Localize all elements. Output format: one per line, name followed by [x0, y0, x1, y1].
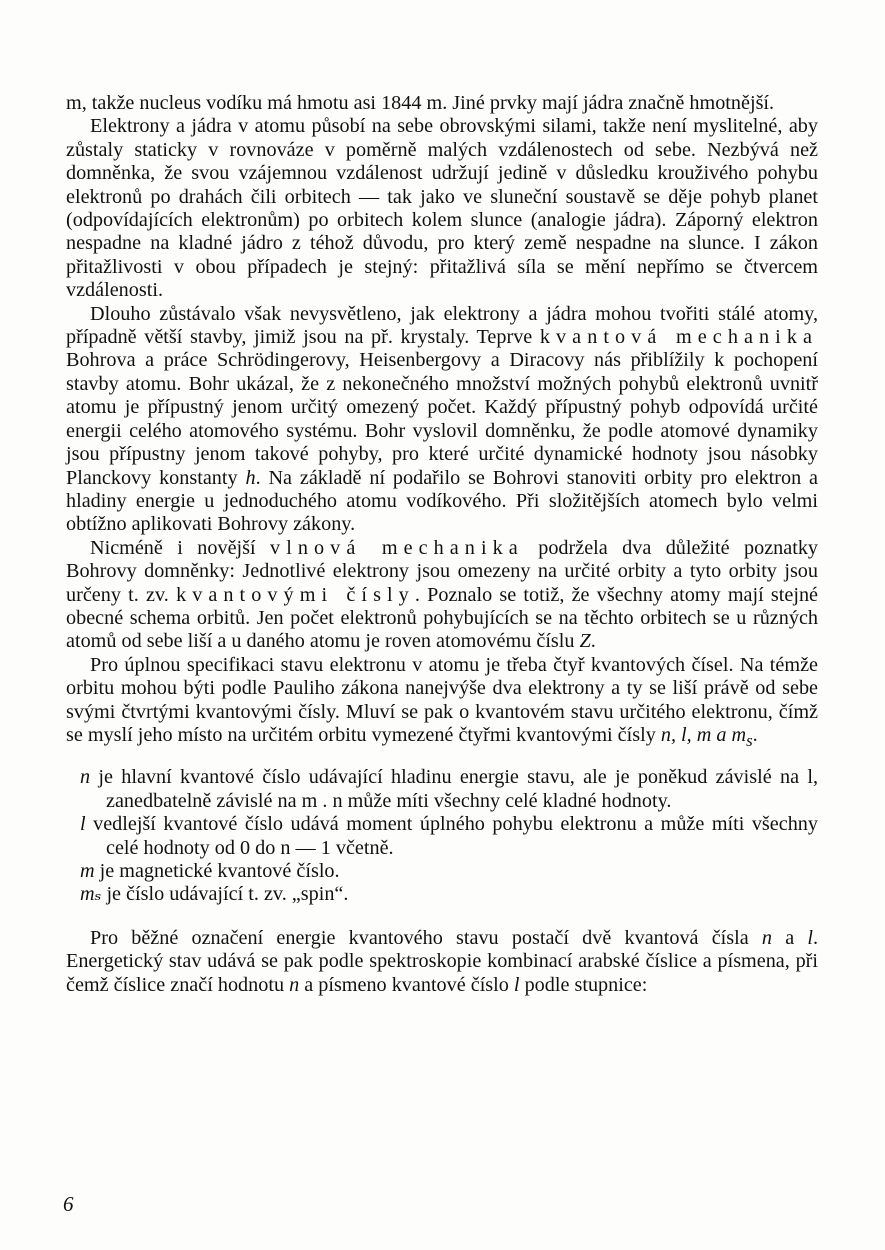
paragraph-1 [66, 115, 818, 302]
paragraph-3: Nicméně i novější vlnová mechanika podržela dva důležité poznatky Bohrovy domněnky: Jednotlivé elektrony jsou omezeny na určité orbity a tyto orbity jsou určeny t. zv. kvantovými čísly. Poznalo se totiž, že všechny atomy mají stejné obecné schema orbitů. Jen počet elektronů pohybujících se na těchto orbitech se u různých atomů od sebe liší a u daného atomu je roven atomovému číslu Z. [66, 536, 819, 653]
definition-l [66, 813, 818, 860]
symbol-n: n [761, 926, 773, 949]
definition-list [66, 766, 818, 906]
paragraph-2-text-b: Bohrova a práce Schrödingerovy, Heisenbergovy a Diracovy nás přiblížily k pochopení stavby atomu. Bohr ukázal, že z nekonečného množství možných pohybů elektronů uvnitř atomu je přípustný jenom určitý omezený počet. Každý přípustný pohyb odpovídá určité energii celého atomového systému. Bohr vyslovil domněnku, že podle atomové dynamiky jsou přípustny jenom takové pohyby, pro které určité dynamické hodnoty jsou násobky Planckovy konstanty [66, 349, 818, 489]
paragraph-2-text-a: Dlouho zůstávalo však nevysvětleno, jak elektrony a jádra mohou tvořiti stálé atomy, případně větší stavby, jimiž jsou na př. krystaly. Teprve [66, 302, 818, 349]
paragraph-3-text-a: Nicméně i novější [90, 536, 256, 559]
paragraph-5-text-d: a písmeno kvantové číslo [304, 973, 509, 996]
symbol-n: n [289, 973, 300, 996]
definition-text: je magnetické kvantové číslo. [99, 860, 340, 883]
paragraph-2-text-c: . Na základě ní podařilo se Bohrovi stanoviti orbity pro elektron a hladiny energie u jednoduchého atomu vodíkového. Při složitějších atomech bylo velmi obtížno aplikovati Bohrovy zákony. [66, 466, 818, 536]
definition-symbol: n [80, 766, 91, 789]
spaced-term-kvantovymi-cisly: kvantovými čísly [176, 583, 415, 606]
definition-text: je číslo udávající t. zv. „spin“. [106, 883, 349, 906]
spaced-term-kvantova-mechanika: kvantová mechanika [539, 326, 818, 349]
paragraph-5-text-b: a [785, 926, 795, 949]
definition-text: je hlavní kvantové číslo udávající hladinu energie stavu, ale je poněkud závislé na l, zanedbatelně závislé na m . n může míti všechny celé kladné hodnoty. [98, 766, 818, 812]
paragraph-4: Pro úplnou specifikaci stavu elektronu v atomu je třeba čtyř kvantových čísel. Na témže orbitu mohou býti podle Pauliho zákona nanejvýše dva elektrony a ty se liší právě od sebe svými čtvrtými kvantovými čísly. Mluví se pak o kvantovém stavu určitého elektronu, čímž se myslí jeho místo na určitém orbitu vymezené čtyřmi kvantovými čísly n, l, m a $m_s$. [66, 653, 818, 750]
quantum-number-symbols: n, l, m a m [660, 723, 747, 746]
paragraph-5-text-c: . Energetický stav udává se pak podle spektroskopie kombinací arabské číslice a písmena, při čemž číslice značí hodnotu [66, 926, 819, 996]
paragraph-5-text-a: Pro běžné označení energie kvantového stavu postačí dvě kvantová čísla [90, 926, 749, 949]
definition-symbol: m [80, 860, 95, 883]
symbol-l: l [807, 926, 813, 949]
paragraph-5-text-e: podle stupnice: [524, 973, 648, 996]
symbol-l: l [513, 973, 520, 996]
paragraph-0-text: m, takže nucleus vodíku má hmotu asi 1844 m. Jiné prvky mají jádra značně hmotnější. [66, 92, 775, 114]
paragraph-5 [66, 927, 818, 997]
definition-symbol: l [80, 813, 86, 836]
definition-text: vedlejší kvantové číslo udává moment úplného pohybu elektronu a může míti všechny celé hodnoty od 0 do n — 1 včetně. [93, 813, 818, 859]
paragraph-4-text-a: Pro úplnou specifikaci stavu elektronu v atomu je třeba čtyř kvantových čísel. Na témže orbitu mohou býti podle Pauliho zákona nanejvýše dva elektrony a ty se liší právě od sebe svými čtvrtými kvantovými čísly. Mluví se pak o kvantovém stavu určitého elektronu, čímž se myslí jeho místo na určitém orbitu vymezené čtyřmi kvantovými čísly [66, 653, 818, 746]
definition-n [66, 766, 818, 813]
paragraph-0 [66, 92, 818, 115]
definition-symbol: mₛ [80, 883, 102, 906]
definition-ms [66, 883, 818, 906]
paragraph-3-text-b: podržela dva důležité poznatky Bohrovy domněnky: Jednotlivé elektrony jsou omezeny na určité orbity a tyto orbity jsou určeny t. zv. [66, 536, 819, 606]
symbol-h: h [245, 466, 256, 489]
paragraph-1-text: Elektrony a jádra v atomu působí na sebe obrovskými silami, takže není myslitelné, aby zůstaly staticky v rovnováze v poměrně malých vzdálenostech od sebe. Nezbývá než domněnka, že svou vzájemnou vzdálenost udržují jedině v důsledku krouživého pohybu elektronů po drahách čili orbitech — tak jako ve sluneční soustavě se děje pohyb planet (odpovídajících elektronům) po orbitech kolem slunce (analogie jádra). Záporný elektron nespadne na kladné jádro z téhož důvodu, pro který země nespadne na slunce. I zákon přitažlivosti v obou případech je stejný: přitažlivá síla se mění nepřímo se čtvercem vzdálenosti. [66, 115, 818, 302]
paragraph-2 [66, 303, 818, 537]
definition-m [66, 860, 818, 883]
spaced-term-vlnova-mechanika: vlnová mechanika [270, 536, 524, 559]
body-text [66, 92, 818, 997]
paragraph-3-text-c: . Poznalo se totiž, že všechny atomy mají stejné obecné schema orbitů. Jen počet elektronů pohybujících se na těchto orbitech se u různých atomů od sebe liší a u daného atomu je roven atomovému číslu [66, 583, 819, 653]
page-number: 6 [63, 1192, 74, 1216]
symbol-z: Z [579, 630, 591, 653]
